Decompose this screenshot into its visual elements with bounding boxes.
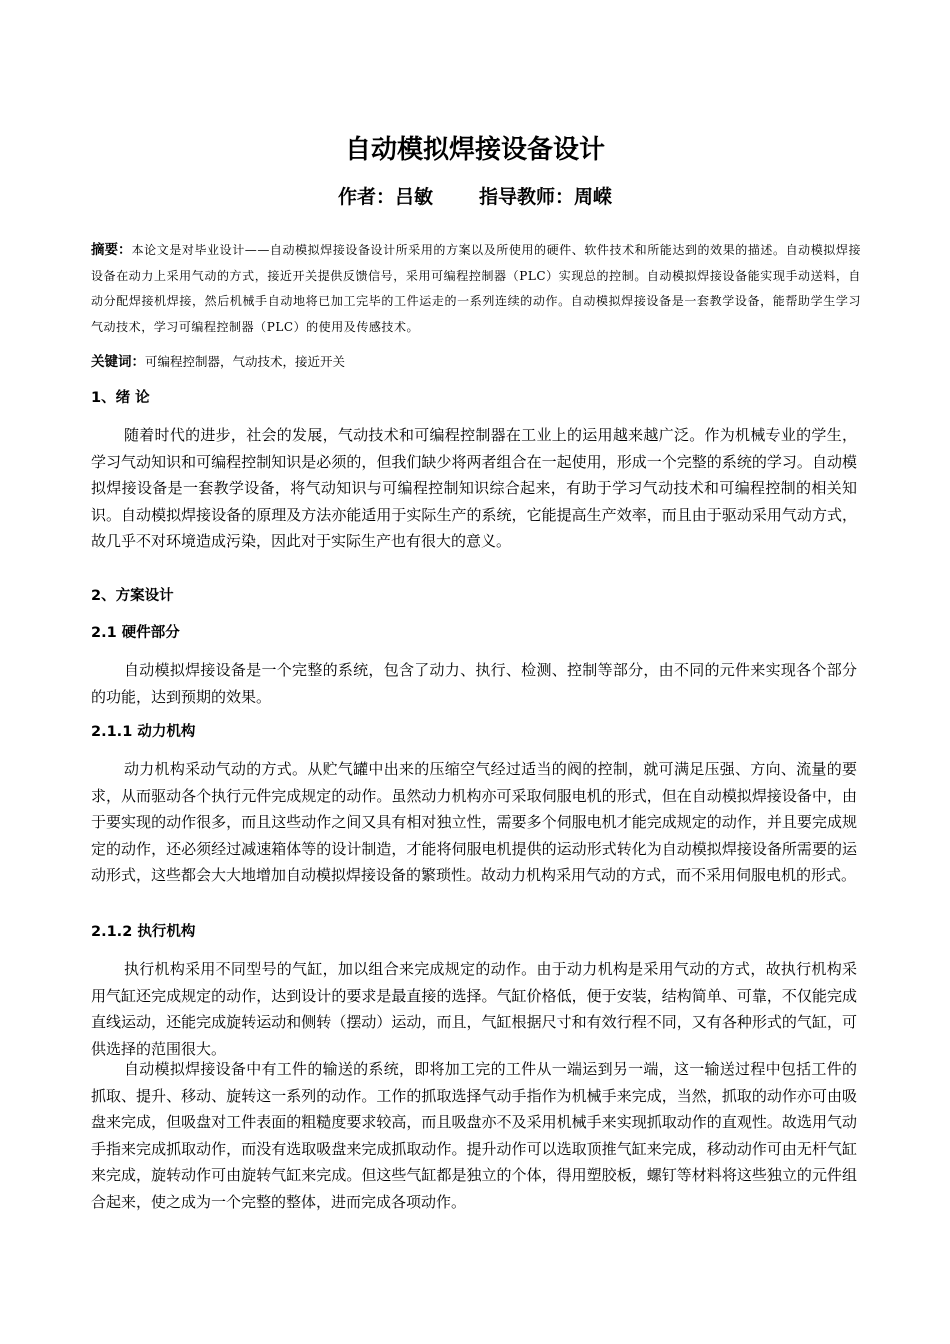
abstract-text: 本论文是对毕业设计——自动模拟焊接设备设计所采用的方案以及所使用的硬件、软件技术和所能达到的效果的描述。自动模拟焊接设备在动力上采用气动的方式，接近开关提供反馈信号，采用可编程控制器（PLC）实现总的控制。自动模拟焊接设备能实现手动送料，自动分配焊接机焊接，然后机械手自动地将已加工完毕的工件运走的一系列连续的动作。自动模拟焊接设备是一套教学设备，能帮助学生学习气动技术，学习可编程控制器（PLC）的使用及传感技术。: [91, 243, 862, 334]
keywords-label: 关键词：: [91, 354, 145, 370]
keywords: [91, 350, 861, 374]
author-name: 作者：吕敏: [337, 186, 433, 208]
paper-title: 自动模拟焊接设备设计: [344, 135, 605, 165]
paragraph-introduction: 随着时代的进步，社会的发展，气动技术和可编程控制器在工业上的运用越来越广泛。作为机械专业的学生，学习气动知识和可编程控制知识是必须的，但我们缺少将两者组合在一起使用，形成一个完整的系统的学习。自动模拟焊接设备是一套教学设备，将气动知识与可编程控制知识综合起来，有助于学习气动技术和可编程控制的相关知识。自动模拟焊接设备的原理及方法亦能适用于实际生产的系统，它能提高生产效率，而且由于驱动采用气动方式，故几乎不对环境造成污染，因此对于实际生产也有很大的意义。: [91, 426, 857, 550]
abstract-label: 摘要：: [91, 242, 132, 258]
section-heading-introduction: 1、绪 论: [91, 390, 150, 406]
section-heading-scheme-design: 2、方案设计: [91, 588, 174, 604]
advisor-name: 指导教师：周嵘: [479, 186, 613, 208]
paragraph-hardware: 自动模拟焊接设备是一个完整的系统，包含了动力、执行、检测、控制等部分，由不同的元件来实现各个部分的功能，达到预期的效果。: [91, 661, 857, 706]
section-heading-hardware: 2.1 硬件部分: [91, 625, 180, 641]
abstract: [91, 238, 861, 340]
section-heading-actuator: 2.1.2 执行机构: [91, 924, 196, 940]
paragraph-actuator-2: 自动模拟焊接设备中有工件的输送的系统，即将加工完的工件从一端运到另一端，这一输送过程中包括工件的抓取、提升、移动、旋转这一系列的动作。工作的抓取选择气动手指作为机械手来完成，当然，抓取的动作亦可由吸盘来完成，但吸盘对工件表面的粗糙度要求较高，而且吸盘亦不及采用机械手来实现抓取动作的直观性。故选用气动手指来完成抓取动作，而没有选取吸盘来完成抓取动作。提升动作可以选取顶推气缸来完成，移动动作可由无杆气缸来完成，旋转动作可由旋转气缸来完成。但这些气缸都是独立的个体，得用塑胶板，螺钉等材料将这些独立的元件组合起来，使之成为一个完整的整体，进而完成各项动作。: [91, 1060, 857, 1211]
section-heading-power-mechanism: 2.1.1 动力机构: [91, 724, 196, 740]
paragraph-actuator-1: 执行机构采用不同型号的气缸，加以组合来完成规定的动作。由于动力机构是采用气动的方式，故执行机构采用气缸还完成规定的动作，达到设计的要求是最直接的选择。气缸价格低，便于安装，结构简单、可靠，不仅能完成直线运动，还能完成旋转运动和侧转（摆动）运动，而且，气缸根据尺寸和有效行程不同，又有各种形式的气缸，可供选择的范围很大。: [91, 960, 857, 1058]
author-line: [0, 182, 950, 212]
keywords-text: 可编程控制器，气动技术，接近开关: [145, 354, 346, 369]
paragraph-power-mechanism: 动力机构采动气动的方式。从贮气罐中出来的压缩空气经过适当的阀的控制，就可满足压强、方向、流量的要求，从而驱动各个执行元件完成规定的动作。虽然动力机构亦可采取伺服电机的形式，但在自动模拟焊接设备中，由于要实现的动作很多，而且这些动作之间又具有相对独立性，需要多个伺服电机才能完成规定的动作，并且要完成规定的动作，还必须经过减速箱体等的设计制造，才能将伺服电机提供的运动形式转化为自动模拟焊接设备所需要的运动形式，这些都会大大地增加自动模拟焊接设备的繁琐性。故动力机构采用气动的方式，而不采用伺服电机的形式。: [91, 760, 857, 884]
